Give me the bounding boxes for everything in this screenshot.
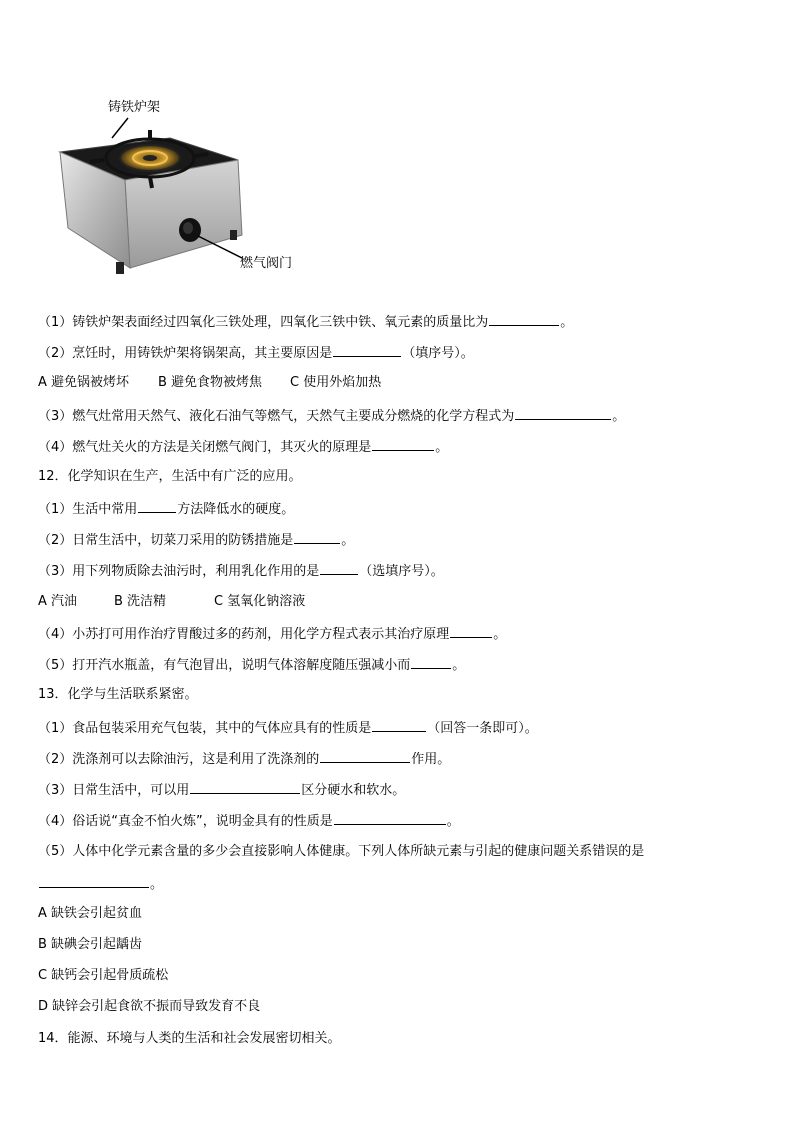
q13-p3-text: （3）日常生活中，可以用 xyxy=(38,783,190,798)
answer-blank[interactable] xyxy=(515,406,611,420)
q13-p5-text: （5）人体中化学元素含量的多少会直接影响人体健康。下列人体所缺元素与引起的健康问题关系错误的是 xyxy=(38,844,645,859)
gas-stove-figure xyxy=(50,90,310,280)
q13-p4-end: 。 xyxy=(446,814,460,829)
q12-p3-text: （3）用下列物质除去油污时，利用乳化作用的是 xyxy=(38,564,320,579)
q13-title: 13．化学与生活联系紧密。 xyxy=(38,687,198,702)
q11-part3 xyxy=(38,406,625,426)
q11-p3-end: 。 xyxy=(612,409,626,424)
q11-p4-text: （4）燃气灶关火的方法是关闭燃气阀门，其灭火的原理是 xyxy=(38,440,372,455)
answer-blank[interactable] xyxy=(333,343,401,357)
q12-p4-text: （4）小苏打可用作治疗胃酸过多的药剂，用化学方程式表示其治疗原理 xyxy=(38,627,450,642)
answer-blank[interactable] xyxy=(138,499,176,513)
q13-option-d: D 缺锌会引起食欲不振而导致发育不良 xyxy=(38,999,261,1014)
q12-p3-end: （选填序号）。 xyxy=(359,564,444,579)
q12-option-b: B 洗洁精 xyxy=(114,594,167,609)
q12-p5-end: 。 xyxy=(452,658,466,673)
answer-blank[interactable] xyxy=(334,811,446,825)
q11-option-b: B 避免食物被烤焦 xyxy=(158,375,263,390)
q13-part2 xyxy=(38,749,450,769)
q12-title: 12．化学知识在生产，生活中有广泛的应用。 xyxy=(38,469,302,484)
q11-option-a: A 避免锅被烤坏 xyxy=(38,375,130,390)
q12-options xyxy=(38,593,305,611)
q11-part4 xyxy=(38,437,448,457)
q12-option-c: C 氢氧化钠溶液 xyxy=(214,594,306,609)
q12-p1-text: （1）生活中常用 xyxy=(38,502,138,517)
q11-p1-end: 。 xyxy=(560,315,574,330)
answer-blank[interactable] xyxy=(372,718,426,732)
q11-p1-text: （1）铸铁炉架表面经过四氧化三铁处理，四氧化三铁中铁、氧元素的质量比为 xyxy=(38,315,489,330)
q12-p2-end: 。 xyxy=(341,533,355,548)
q13-p5-end: 。 xyxy=(150,877,164,892)
answer-blank[interactable] xyxy=(320,561,358,575)
q13-option-b: B 缺碘会引起龋齿 xyxy=(38,937,143,952)
q11-options xyxy=(38,374,381,392)
q12-part1 xyxy=(38,499,294,519)
q12-p5-text: （5）打开汽水瓶盖，有气泡冒出，说明气体溶解度随压强减小而 xyxy=(38,658,411,673)
q13-part5 xyxy=(38,843,644,861)
q13-part5-answer xyxy=(38,874,163,894)
answer-blank[interactable] xyxy=(39,874,149,888)
q13-p1-end: （回答一条即可）。 xyxy=(427,721,538,736)
answer-blank[interactable] xyxy=(294,530,340,544)
q12-part2 xyxy=(38,530,354,550)
q13-p3-end: 区分硬水和软水。 xyxy=(301,783,406,798)
q13-option-c: C 缺钙会引起骨质疏松 xyxy=(38,968,169,983)
q12-option-a: A 汽油 xyxy=(38,594,78,609)
answer-blank[interactable] xyxy=(411,655,451,669)
figure-label-cast-iron-grate: 铸铁炉架 xyxy=(108,100,161,115)
answer-blank[interactable] xyxy=(489,312,559,326)
q13-p2-end: 作用。 xyxy=(411,752,451,767)
q11-part1 xyxy=(38,312,573,332)
q14-title: 14．能源、环境与人类的生活和社会发展密切相关。 xyxy=(38,1031,341,1046)
q12-part4 xyxy=(38,624,506,644)
q11-p2-text: （2）烹饪时，用铸铁炉架将锅架高，其主要原因是 xyxy=(38,346,333,361)
q12-p2-text: （2）日常生活中，切菜刀采用的防锈措施是 xyxy=(38,533,294,548)
q12-part5 xyxy=(38,655,465,675)
q11-p2-end: （填序号）。 xyxy=(402,346,474,361)
q11-p3-text: （3）燃气灶常用天然气、液化石油气等燃气，天然气主要成分燃烧的化学方程式为 xyxy=(38,409,515,424)
q13-part3 xyxy=(38,780,405,800)
q13-p1-text: （1）食品包装采用充气包装，其中的气体应具有的性质是 xyxy=(38,721,372,736)
answer-blank[interactable] xyxy=(372,437,434,451)
q12-p1-end: 方法降低水的硬度。 xyxy=(177,502,295,517)
q12-p4-end: 。 xyxy=(493,627,507,642)
q13-p2-text: （2）洗涤剂可以去除油污，这是利用了洗涤剂的 xyxy=(38,752,320,767)
figure-label-gas-valve: 燃气阀门 xyxy=(240,256,293,271)
q13-part1 xyxy=(38,718,538,738)
q11-option-c: C 使用外焰加热 xyxy=(290,375,382,390)
q13-option-a: A 缺铁会引起贫血 xyxy=(38,906,143,921)
q13-p4-text: （4）俗话说“真金不怕火炼”，说明金具有的性质是 xyxy=(38,814,333,829)
q11-part2 xyxy=(38,343,474,363)
q13-part4 xyxy=(38,811,460,831)
answer-blank[interactable] xyxy=(450,624,492,638)
q11-p4-end: 。 xyxy=(435,440,449,455)
answer-blank[interactable] xyxy=(320,749,410,763)
answer-blank[interactable] xyxy=(190,780,300,794)
q12-part3 xyxy=(38,561,444,581)
